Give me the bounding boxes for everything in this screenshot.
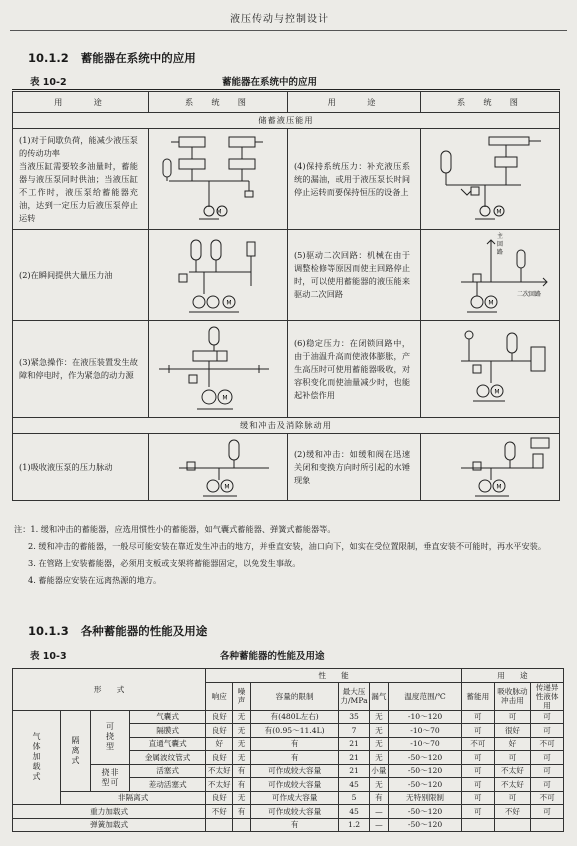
table-cell: 21 [339, 751, 369, 765]
table-cell: 好 [494, 737, 531, 751]
table-row [13, 791, 564, 805]
table-cell: 良好 [206, 724, 233, 738]
table-cell: 21 [339, 737, 369, 751]
row-name: 金属波纹管式 [130, 751, 206, 765]
circuit-diagram [421, 230, 560, 321]
section-number: 10.1.2 [28, 51, 69, 65]
table-cell [233, 818, 251, 832]
table-cell: -50～120 [389, 751, 462, 765]
usage-text: (5)驱动二次回路：机械在由于调整检修等原因而使主回路停止时，可以使用蓄能器的液压能来驱动二次回路 [287, 230, 420, 321]
usage-text: (4)保持系统压力：补充液压系统的漏油，或用于液压泵长时间停止运转而要保持恒压的设备上 [287, 129, 420, 230]
head-usage: 用 途 [461, 669, 563, 683]
table-cell: 可 [494, 751, 531, 765]
usage-text: (2)在瞬间提供大量压力油 [13, 230, 149, 321]
table-cell: 良好 [206, 751, 233, 765]
table-cell: 不太好 [494, 778, 531, 792]
group-deformable: 可挠型 [91, 710, 130, 764]
table-row [13, 764, 564, 778]
application-table [12, 91, 560, 501]
row-name: 非隔离式 [61, 791, 206, 805]
head-capacity: 容量的限制 [250, 682, 339, 710]
table-cell: 不可 [461, 737, 494, 751]
section-title: 蓄能器在系统中的应用 [80, 51, 196, 65]
motor-label: M [226, 299, 232, 307]
row-name: 气囊式 [130, 710, 206, 724]
group-title: 缓和冲击及消除脉动用 [13, 418, 560, 434]
circuit-diagram [149, 321, 288, 418]
section-title: 各种蓄能器的性能及用途 [80, 624, 208, 638]
head-noise: 噪声 [233, 682, 251, 710]
running-header [0, 8, 577, 32]
table-cell: 可 [461, 724, 494, 738]
table-cell: 无 [369, 778, 388, 792]
table-cell: 可 [461, 751, 494, 765]
row-name: 弹簧加载式 [13, 818, 206, 832]
col-header-usage: 用 途 [287, 92, 420, 113]
table-cell: 可作成较大容量 [250, 778, 339, 792]
table-row [13, 818, 564, 832]
table-cell: -10～70 [389, 724, 462, 738]
circuit-diagram [149, 230, 288, 321]
table-cell: 35 [339, 710, 369, 724]
head-absorb: 吸收脉动冲击用 [494, 682, 531, 710]
table-cell: 45 [339, 805, 369, 819]
circuit-diagram [149, 434, 288, 501]
table-cell: 可 [494, 791, 531, 805]
table-notes [14, 522, 564, 590]
table-cell: 不好 [206, 805, 233, 819]
table-cell: 1.2 [339, 818, 369, 832]
group-isolated: 隔离式 [61, 710, 91, 791]
table-cell: 可作成较大容量 [250, 764, 339, 778]
head-leak: 漏气 [369, 682, 388, 710]
table-cell: 可 [531, 805, 564, 819]
running-header-text: 液压传动与控制设计 [230, 14, 329, 25]
note: 注：1. 缓和冲击的蓄能器，应选用惯性小的蓄能器，如气囊式蓄能器、弹簧式蓄能器等。 [14, 524, 336, 534]
table-cell: 小量 [369, 764, 388, 778]
table-row [13, 230, 560, 321]
table-cell: 可 [531, 724, 564, 738]
row-name: 重力加载式 [13, 805, 206, 819]
motor-label: M [494, 388, 500, 396]
table-cell: 不好 [494, 805, 531, 819]
table-cell: 有(480L左右) [250, 710, 339, 724]
note: 2. 缓和冲击的蓄能器，一般尽可能安装在靠近发生冲击的地方，并垂直安装，油口向下，如实在受位置限制，垂直安装不可能时，再水平安装。 [28, 541, 547, 551]
table-cell: 无 [233, 737, 251, 751]
table-top-rule [12, 89, 560, 90]
table-cell: 有 [250, 751, 339, 765]
head-form: 形 式 [13, 669, 206, 711]
table-cell: — [369, 805, 388, 819]
motor-label: M [224, 483, 230, 491]
usage-text: (6)稳定压力：在闭锁回路中，由于油温升高而使液体膨胀，产生高压时可使用蓄能器吸收，对容积变化而使油量减少时，也能起补偿作用 [287, 321, 420, 418]
table-cell: 不可 [531, 791, 564, 805]
table-row [13, 805, 564, 819]
table-cell: 良好 [206, 710, 233, 724]
usage-text: (3)紧急操作：在液压装置发生故障和停电时，作为紧急的动力源 [13, 321, 149, 418]
table-row [13, 434, 560, 501]
table-caption: 蓄能器在系统中的应用 [222, 77, 318, 88]
row-name: 活塞式 [130, 764, 206, 778]
table-cell: 可 [461, 791, 494, 805]
table-cell: 良好 [206, 791, 233, 805]
circuit-diagram [421, 321, 560, 418]
table-cell: 有 [233, 764, 251, 778]
table-cell: 可 [531, 751, 564, 765]
table-row [13, 710, 564, 724]
table-caption: 各种蓄能器的性能及用途 [220, 651, 325, 662]
col-header-diagram: 系 统 图 [421, 92, 560, 113]
usage-text: (1)对于间歇负荷，能减少液压泵的传动功率 当液压缸需要较多油量时，蓄能器与液压泵同时供油；当液压缸不工作时，液压泵给蓄能器充油，达到一定压力后液压泵停止运转 [13, 129, 149, 230]
note: 4. 蓄能器应安装在远离热源的地方。 [28, 575, 162, 585]
head-performance: 性 能 [206, 669, 462, 683]
group-title: 储蓄液压能用 [13, 113, 560, 129]
table-cell: — [369, 818, 388, 832]
usage-text: (1)吸收液压泵的压力脉动 [13, 434, 149, 501]
table-cell [461, 818, 494, 832]
table-cell: -50～120 [389, 805, 462, 819]
table-cell: 无 [233, 791, 251, 805]
table-cell: -50～120 [389, 778, 462, 792]
table-cell: 有(0.95～11.4L) [250, 724, 339, 738]
table-cell: 有 [233, 805, 251, 819]
table-cell: 可 [531, 778, 564, 792]
head-max-pressure: 最大压力/MPa [339, 682, 369, 710]
table-cell: -10～70 [389, 737, 462, 751]
section-number: 10.1.3 [28, 624, 69, 638]
section-heading-2 [28, 623, 207, 639]
table-cell: -50～120 [389, 764, 462, 778]
head-response: 响应 [206, 682, 233, 710]
motor-label: M [496, 208, 502, 216]
main-loop-label: 主回路 [497, 233, 504, 256]
table-cell: 无特别限制 [389, 791, 462, 805]
table-cell: 21 [339, 764, 369, 778]
group-gas-loaded: 气体加载式 [13, 710, 61, 805]
table-cell: -10～120 [389, 710, 462, 724]
accumulator-performance-table [12, 668, 564, 832]
table-cell: 无 [369, 737, 388, 751]
table-cell: 无 [233, 710, 251, 724]
table-cell: 有 [369, 791, 388, 805]
table-cell: 可 [461, 710, 494, 724]
table-number: 表 10-3 [30, 651, 67, 662]
col-header-usage: 用 途 [13, 92, 149, 113]
circuit-diagram [421, 129, 560, 230]
table-cell: 有 [250, 818, 339, 832]
table-cell: 无 [369, 751, 388, 765]
table-cell: 可 [461, 778, 494, 792]
table-cell [494, 818, 531, 832]
table-cell: 不可 [531, 737, 564, 751]
table-cell: 有 [233, 778, 251, 792]
motor-label: M [216, 208, 222, 216]
note: 3. 在管路上安装蓄能器，必须用支板或支架将蓄能器固定，以免发生事故。 [28, 558, 301, 568]
table-cell: -50～120 [389, 818, 462, 832]
table-cell: 很好 [494, 724, 531, 738]
table-cell: 7 [339, 724, 369, 738]
table-cell: 无 [233, 724, 251, 738]
motor-label: M [496, 483, 502, 491]
section-heading-1 [28, 50, 196, 66]
head-energy: 蓄能用 [461, 682, 494, 710]
row-name: 隔膜式 [130, 724, 206, 738]
table-cell: 有 [250, 737, 339, 751]
secondary-loop-label: 二次回路 [517, 291, 542, 298]
header-rule [10, 30, 567, 31]
motor-label: M [488, 299, 494, 307]
table-cell: 可 [531, 710, 564, 724]
table-cell: 不太好 [206, 778, 233, 792]
table-cell: 可作成较大容量 [250, 805, 339, 819]
table-cell: 45 [339, 778, 369, 792]
head-transfer: 传递异性液体用 [531, 682, 564, 710]
table-cell: 可 [494, 710, 531, 724]
motor-label: M [222, 394, 228, 402]
row-name: 差动活塞式 [130, 778, 206, 792]
group-nondeformable: 非可挠型 [91, 764, 130, 791]
table-cell [531, 818, 564, 832]
table-cell: 可作成大容量 [250, 791, 339, 805]
table-cell: 无 [369, 710, 388, 724]
usage-text: (2)缓和冲击：如缓和阀在迅速关闭和变换方向时所引起的水锤现象 [287, 434, 420, 501]
head-temp: 温度范围/℃ [389, 682, 462, 710]
table-row [13, 321, 560, 418]
table-cell: 5 [339, 791, 369, 805]
circuit-diagram [421, 434, 560, 501]
table-cell: 不太好 [494, 764, 531, 778]
table-cell: 无 [233, 751, 251, 765]
table-cell [206, 818, 233, 832]
col-header-diagram: 系 统 图 [149, 92, 288, 113]
table-cell: 可 [461, 764, 494, 778]
table-number: 表 10-2 [30, 77, 67, 88]
table-cell: 无 [369, 724, 388, 738]
table-cell: 可 [461, 805, 494, 819]
table-cell: 可 [531, 764, 564, 778]
row-name: 直通气囊式 [130, 737, 206, 751]
table-header-row [13, 92, 560, 113]
table-cell: 不太好 [206, 764, 233, 778]
table-row [13, 129, 560, 230]
circuit-diagram [149, 129, 288, 230]
table-cell: 好 [206, 737, 233, 751]
